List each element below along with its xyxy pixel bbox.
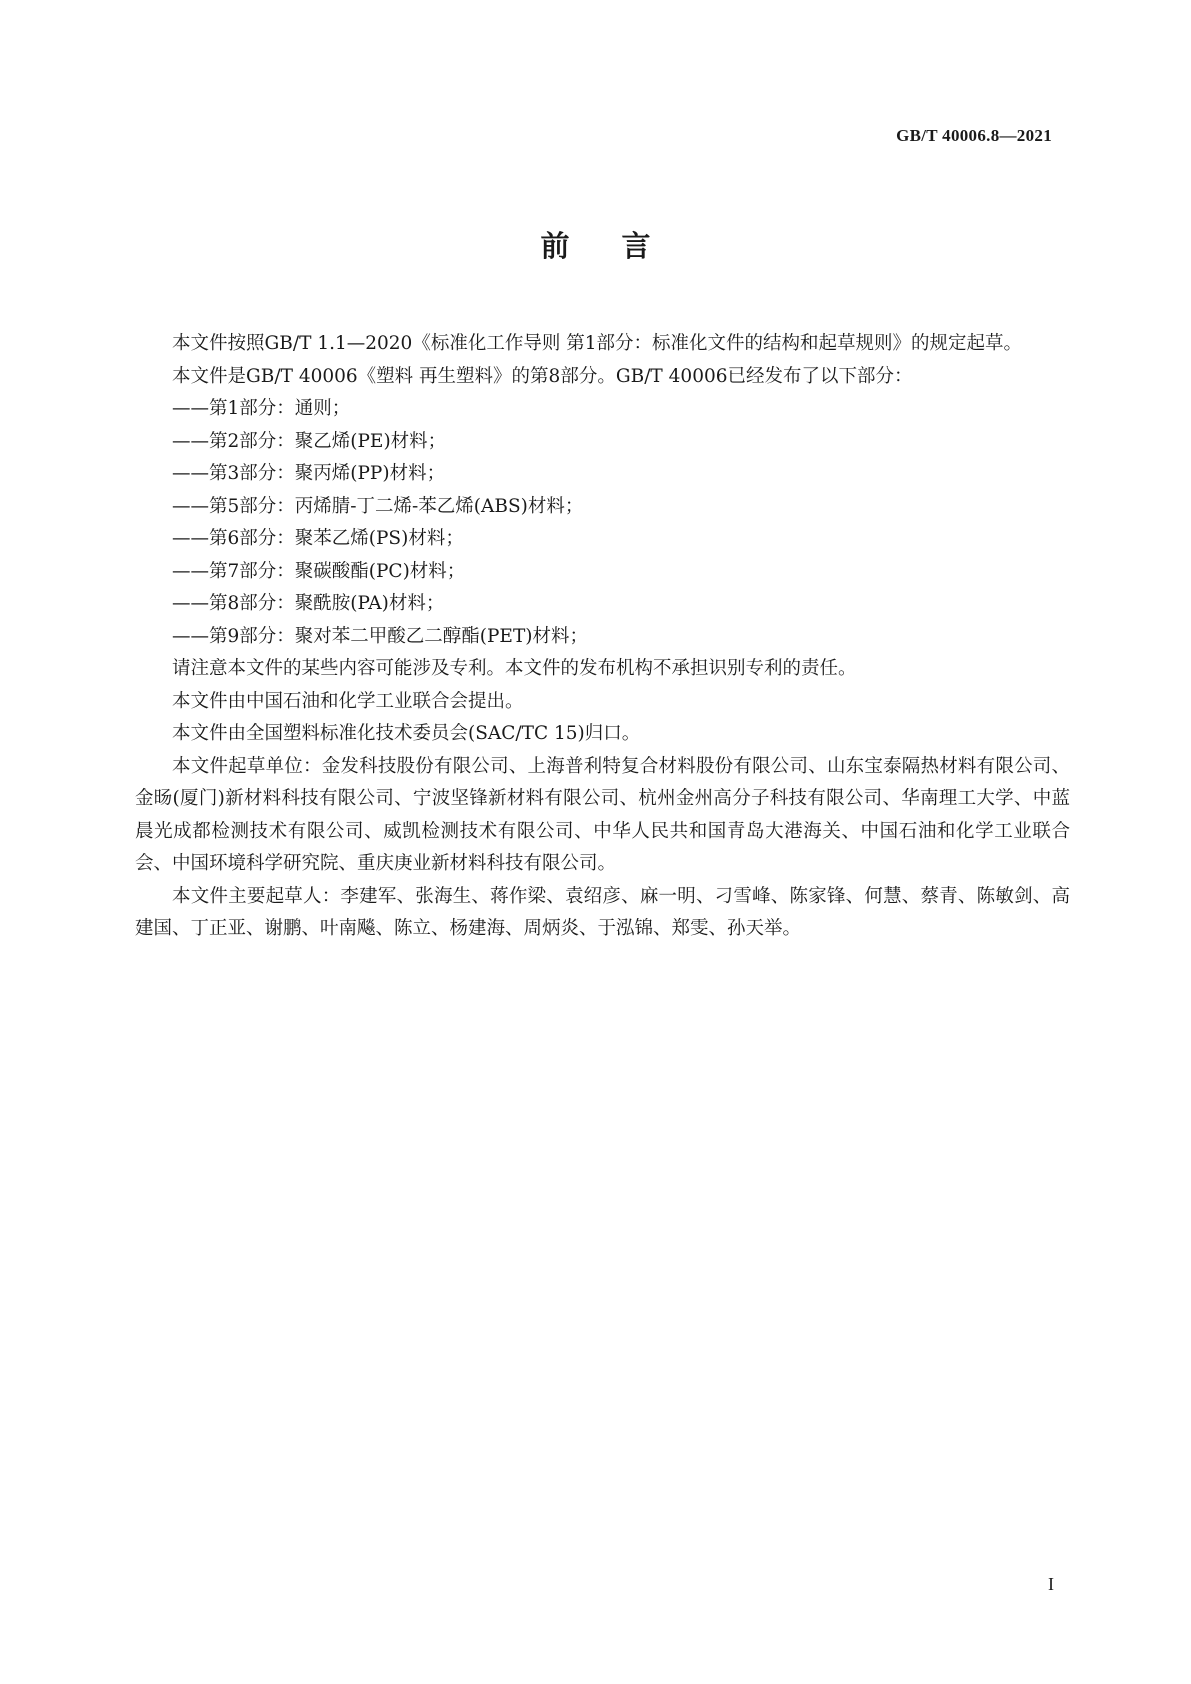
list-item: ——第9部分：聚对苯二甲酸乙二醇酯(PET)材料； [172,625,588,647]
list-item: ——第6部分：聚苯乙烯(PS)材料； [172,528,464,549]
foreword-body [135,328,1070,946]
list-item: ——第3部分：聚丙烯(PP)材料； [172,463,446,484]
paragraph-drafting-units: 本文件起草单位：金发科技股份有限公司、上海普利特复合材料股份有限公司、山东宝泰隔热材料有限公司、金旸(厦门)新材料科技有限公司、宁波坚锋新材料有限公司、杭州金州高分子科技有限公司、华南理工大学、中蓝晨光成都检测技术有限公司、威凯检测技术有限公司、中华人民共和国青岛大港海关、中国石油和化学工业联合会、中国环境科学研究院、重庆庚业新材料科技有限公司。 [135,755,1070,874]
page-title: 前言 [540,229,703,263]
list-item: ——第5部分：丙烯腈-丁二烯-苯乙烯(ABS)材料； [172,495,584,517]
paragraph-drafting-rules: 本文件按照GB/T 1.1—2020《标准化工作导则 第1部分：标准化文件的结构和起草规则》的规定起草。 [172,333,1022,354]
page-number: I [1048,1574,1054,1594]
list-item: ——第7部分：聚碳酸酯(PC)材料； [172,560,466,582]
list-item: ——第8部分：聚酰胺(PA)材料； [172,593,445,614]
paragraph-patent-notice: 请注意本文件的某些内容可能涉及专利。本文件的发布机构不承担识别专利的责任。 [172,658,857,679]
list-item: ——第2部分：聚乙烯(PE)材料； [172,430,447,452]
paragraph-committee: 本文件由全国塑料标准化技术委员会(SAC/TC 15)归口。 [172,723,641,744]
paragraph-drafters: 本文件主要起草人：李建军、张海生、蒋作梁、袁绍彦、麻一明、刁雪峰、陈家锋、何慧、蔡青、陈敏剑、高建国、丁正亚、谢鹏、叶南飚、陈立、杨建海、周炳炎、于泓锦、郑雯、孙天举。 [135,885,1070,939]
paragraph-series-intro: 本文件是GB/T 40006《塑料 再生塑料》的第8部分。GB/T 40006已经发布了以下部分： [172,365,913,387]
paragraph-proposer: 本文件由中国石油和化学工业联合会提出。 [172,690,524,712]
standard-number: GB/T 40006.8—2021 [896,126,1052,145]
list-item: ——第1部分：通则； [172,398,351,419]
